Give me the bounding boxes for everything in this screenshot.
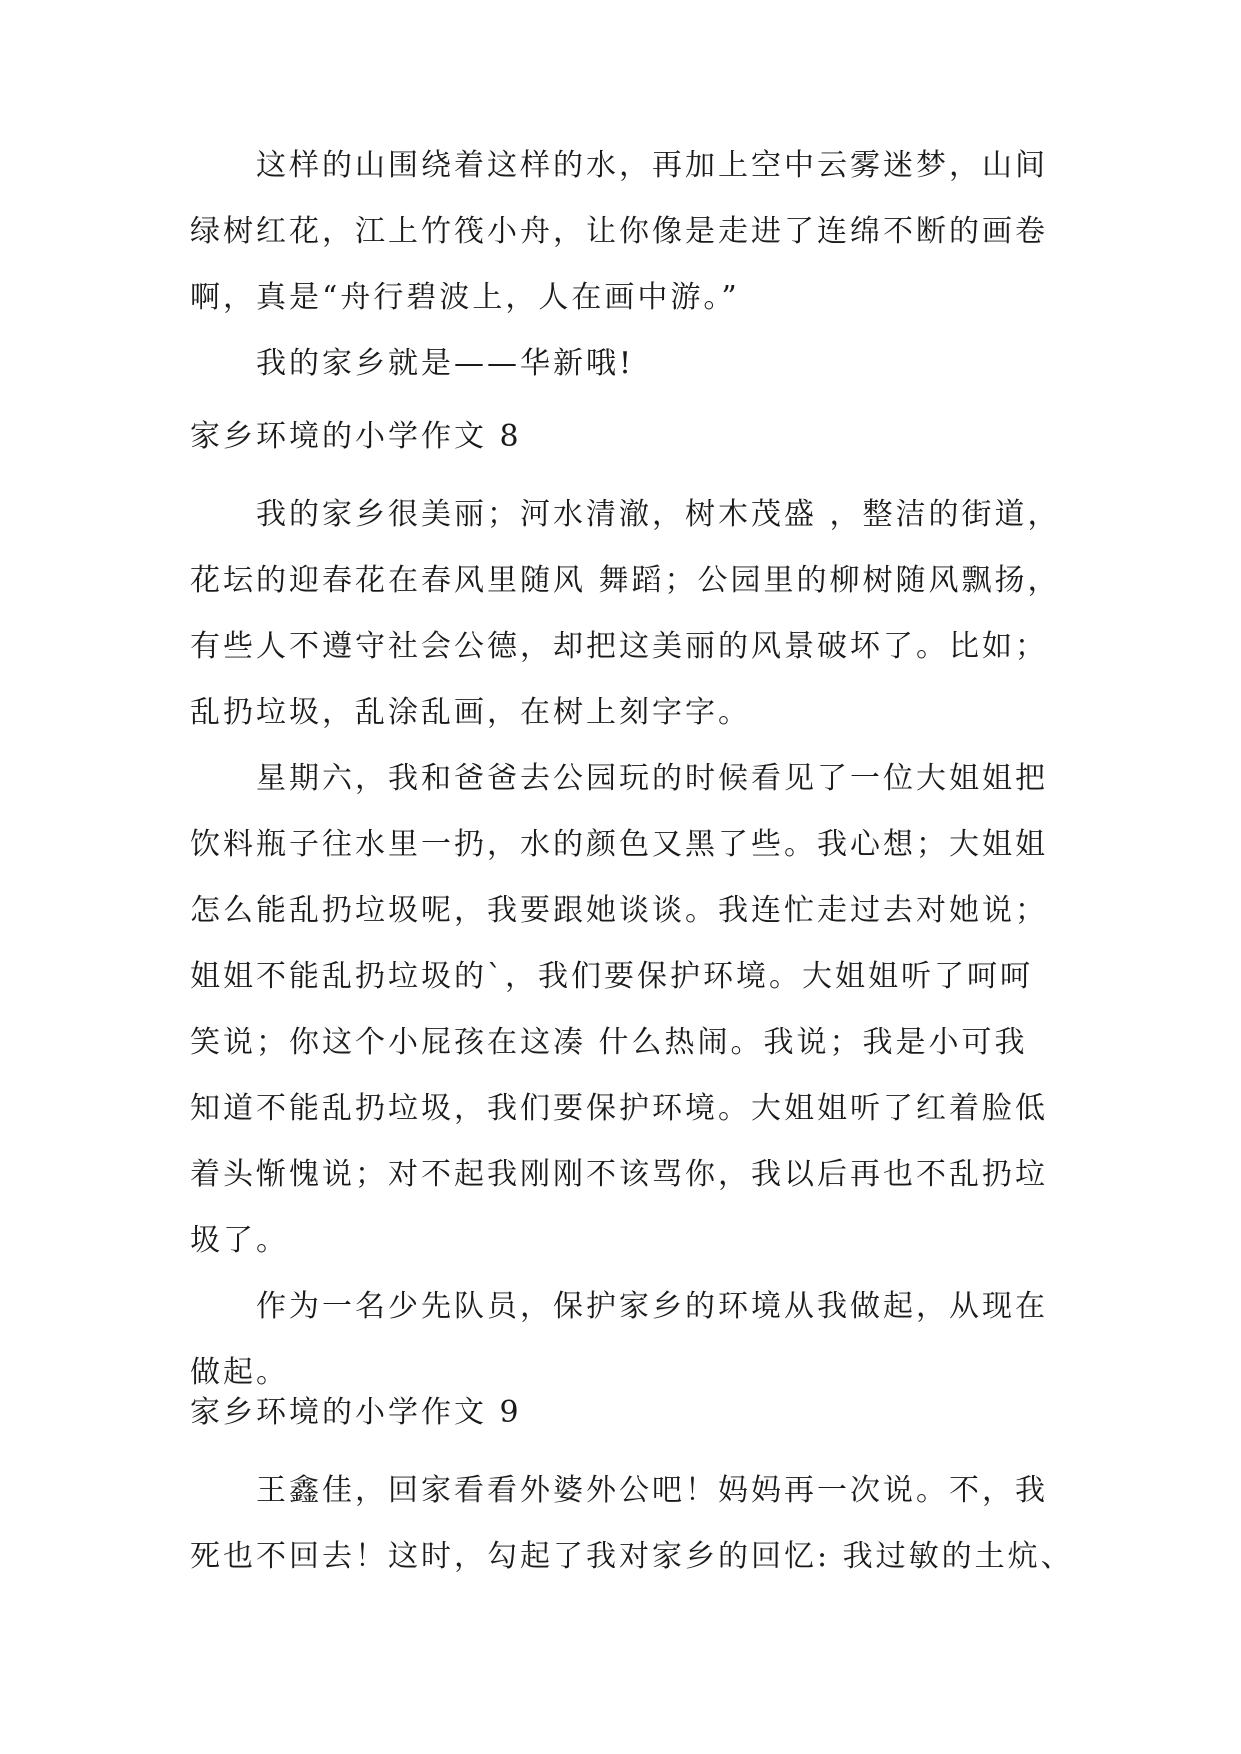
text-line: 绿树红花，江上竹筏小舟，让你像是走进了连绵不断的画卷 [190,214,1048,249]
text-line: 怎么能乱扔垃圾呢，我要跟她谈谈。我连忙走过去对她说； [190,893,1048,928]
text-line: 王鑫佳，回家看看外婆外公吧！妈妈再一次说。不，我 [256,1473,1048,1508]
text-line: 有些人不遵守社会公德，却把这美丽的风景破坏了。比如； [190,629,1048,664]
text-line: 我的家乡很美丽；河水清澈，树木茂盛 ，整洁的街道， [256,497,1061,532]
text-line: 知道不能乱扔垃圾，我们要保护环境。大姐姐听了红着脸低 [190,1091,1048,1126]
text-line: 作为一名少先队员，保护家乡的环境从我做起，从现在 [256,1289,1048,1324]
text-line: 花坛的迎春花在春风里随风 舞蹈；公园里的柳树随风飘扬， [190,563,1061,598]
section-title-8: 家乡环境的小学作文 8 [190,419,522,454]
section-9-body [190,1458,1074,1590]
text-line: 姐姐不能乱扔垃圾的`，我们要保护环境。大姐姐听了呵呵 [190,959,1033,994]
text-line: 啊，真是“舟行碧波上，人在画中游。” [190,280,740,315]
paragraph-landscape [190,133,1050,397]
text-line: 这样的山围绕着这样的水，再加上空中云雾迷梦，山间 [256,148,1048,183]
text-line: 饮料瓶子往水里一扔，水的颜色又黑了些。我心想；大姐姐 [190,827,1048,862]
section-title-9: 家乡环境的小学作文 9 [190,1395,522,1430]
text-line: 做起。 [190,1355,289,1390]
section-8-body [190,482,1061,1406]
text-line: 星期六，我和爸爸去公园玩的时候看见了一位大姐姐把 [256,761,1048,796]
text-line: 笑说；你这个小屁孩在这凑 什么热闹。我说；我是小可我 [190,1025,1028,1060]
text-line: 圾了。 [190,1223,289,1258]
text-line: 乱扔垃圾，乱涂乱画，在树上刻字字。 [190,695,751,730]
text-line: 死也不回去！这时，勾起了我对家乡的回忆: 我过敏的土炕、 [190,1539,1074,1574]
text-line: 我的家乡就是——华新哦! [256,346,635,381]
text-line: 着头惭愧说；对不起我刚刚不该骂你，我以后再也不乱扔垃 [190,1157,1048,1192]
